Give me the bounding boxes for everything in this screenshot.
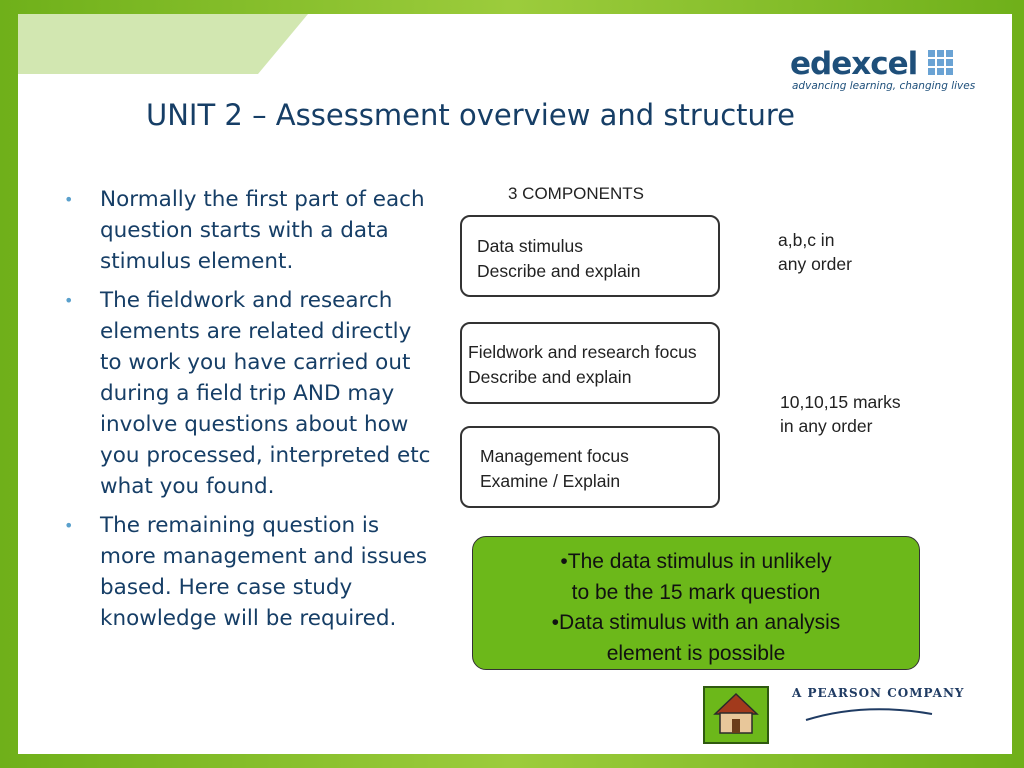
- callout-line: •The data stimulus in unlikely: [560, 550, 832, 573]
- component-title: Management focus: [480, 446, 629, 466]
- note-line: 10,10,15 marks: [780, 392, 901, 412]
- callout-line: to be the 15 mark question: [571, 580, 821, 604]
- component-box-fieldwork: [460, 322, 720, 404]
- bullet-list: [64, 184, 434, 642]
- bullet-item: [64, 285, 434, 502]
- slide-title: UNIT 2 – Assessment overview and structure: [146, 98, 796, 132]
- component-subtitle: Describe and explain: [477, 261, 641, 281]
- bullet-dot-icon: •: [64, 291, 74, 310]
- bullet-dot-icon: •: [64, 190, 74, 209]
- corner-accent: [18, 14, 308, 74]
- callout-line: •Data stimulus with an analysis: [551, 611, 841, 634]
- component-subtitle: Examine / Explain: [480, 471, 621, 491]
- components-heading: 3 COMPONENTS: [508, 184, 645, 203]
- pearson-company-label: A PEARSON COMPANY: [792, 686, 965, 700]
- home-button[interactable]: [703, 686, 769, 744]
- note-line: a,b,c in: [778, 230, 835, 250]
- callout-line: element is possible: [606, 641, 786, 665]
- pearson-swoosh: [804, 700, 934, 722]
- callout-box: [472, 536, 920, 670]
- component-title: Fieldwork and research focus: [468, 342, 697, 362]
- bullet-dot-icon: •: [64, 516, 74, 535]
- bullet-text: Normally the first part of each question starts with a data stimulus element.: [100, 187, 425, 274]
- component-box-data-stimulus: [460, 215, 720, 297]
- edexcel-logo: [790, 46, 976, 98]
- component-title: Data stimulus: [477, 236, 584, 256]
- bullet-item: [64, 510, 434, 634]
- note-line: in any order: [780, 416, 873, 436]
- logo-tagline: advancing learning, changing lives: [792, 80, 976, 92]
- home-icon: [705, 688, 767, 742]
- logo-wordmark: edexcel: [790, 46, 918, 82]
- bullet-text: The fieldwork and research elements are related directly to work you have carried out during a field trip AND may involve questions about how you processed, interpreted etc what you found.: [100, 288, 431, 499]
- order-note: [778, 228, 852, 276]
- component-box-management: [460, 426, 720, 508]
- bullet-item: [64, 184, 434, 277]
- component-subtitle: Describe and explain: [468, 367, 632, 387]
- note-line: any order: [778, 254, 852, 274]
- logo-dots-icon: [928, 50, 954, 80]
- bullet-text: The remaining question is more management and issues based. Here case study knowledge will be required.: [100, 513, 428, 631]
- marks-note: [780, 390, 901, 438]
